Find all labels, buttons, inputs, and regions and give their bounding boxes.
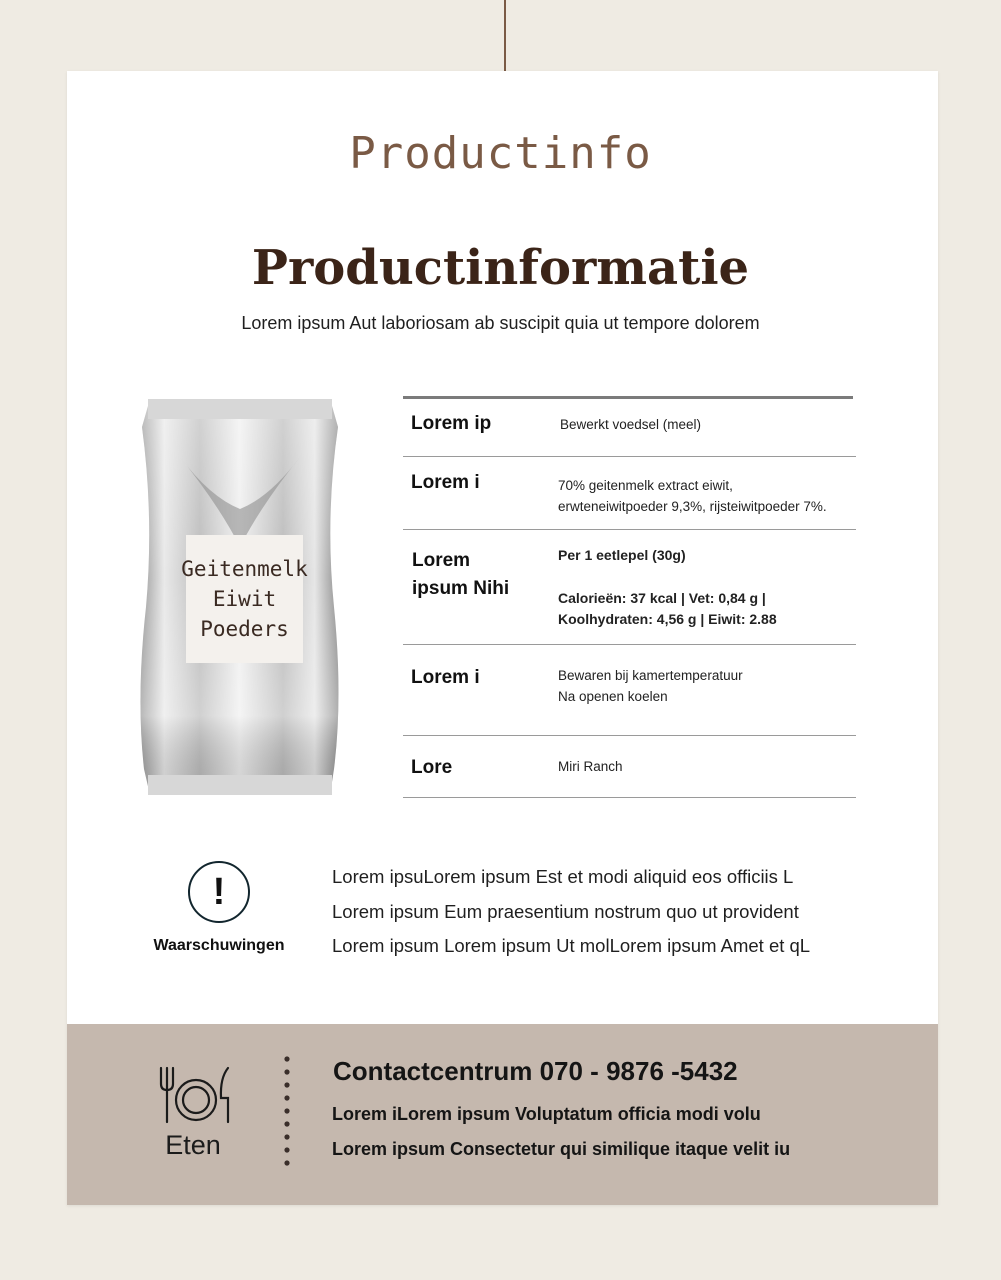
table-row-header (412, 547, 509, 603)
table-row-value-line: Bewaren bij kamertemperatuur (558, 668, 743, 683)
page-title: Productinformatie (251, 240, 750, 296)
table-row-value-line (558, 566, 777, 588)
table-divider (403, 735, 856, 736)
table-row-header-line: ipsum Nihi (412, 578, 510, 599)
table-row-value-line: erwteneiwitpoeder 9,3%, rijsteiwitpoeder 7%. (558, 499, 827, 514)
section-tag: Productinfo (349, 128, 652, 179)
table-row-value-line: Calorieën: 37 kcal | Vet: 0,84 g | (558, 590, 766, 606)
table-row-value-line: Na openen koelen (558, 689, 668, 704)
table-row-value-line: Per 1 eetlepel (30g) (558, 547, 686, 563)
food-label: Eten (165, 1130, 221, 1160)
warnings-label: Waarschuwingen (153, 937, 285, 954)
footer-line: Lorem ipsum Consectetur qui similique itaque velit iu (332, 1139, 791, 1159)
table-row-value-line: 70% geitenmelk extract eiwit, (558, 478, 733, 493)
table-divider (403, 529, 856, 530)
table-top-rule (403, 396, 853, 399)
footer-line: Lorem iLorem ipsum Voluptatum officia modi volu (332, 1104, 761, 1124)
table-row-header-line: Lorem (412, 550, 471, 571)
table-row-value: Miri Ranch (558, 759, 623, 774)
package-label-line: Geitenmelk (181, 557, 308, 581)
warning-line: Lorem ipsum Eum praesentium nostrum quo ut provident (332, 901, 799, 922)
package-label-line: Poeders (200, 617, 289, 641)
table-bottom-rule (403, 797, 856, 798)
table-row-header: Lore (411, 757, 453, 778)
dotted-divider (284, 1056, 290, 1166)
table-row-header: Lorem i (411, 667, 480, 688)
table-row-value-line: Koolhydraten: 4,56 g | Eiwit: 2.88 (558, 611, 777, 627)
table-divider (403, 644, 856, 645)
warning-line: Lorem ipsum Lorem ipsum Ut molLorem ipsum Amet et qL (332, 935, 811, 956)
package-label-line: Eiwit (212, 587, 277, 611)
table-row-value (558, 665, 743, 707)
package-label (181, 535, 308, 663)
table-row-value (558, 475, 827, 517)
table-divider (403, 456, 856, 457)
exclamation-icon: ! (188, 861, 250, 923)
cutlery-plate-icon (158, 1064, 234, 1124)
table-row-header: Lorem i (411, 472, 480, 493)
table-row-value (558, 545, 777, 630)
page-subtitle: Lorem ipsum Aut laboriosam ab suscipit quia ut tempore dolorem (241, 313, 760, 333)
table-row-value: Bewerkt voedsel (meel) (560, 417, 702, 432)
warning-line: Lorem ipsuLorem ipsum Est et modi aliquid eos officiis L (332, 866, 794, 887)
table-row-header: Lorem ip (411, 413, 492, 434)
contact-center: Contactcentrum 070 - 9876 -5432 (333, 1056, 738, 1086)
